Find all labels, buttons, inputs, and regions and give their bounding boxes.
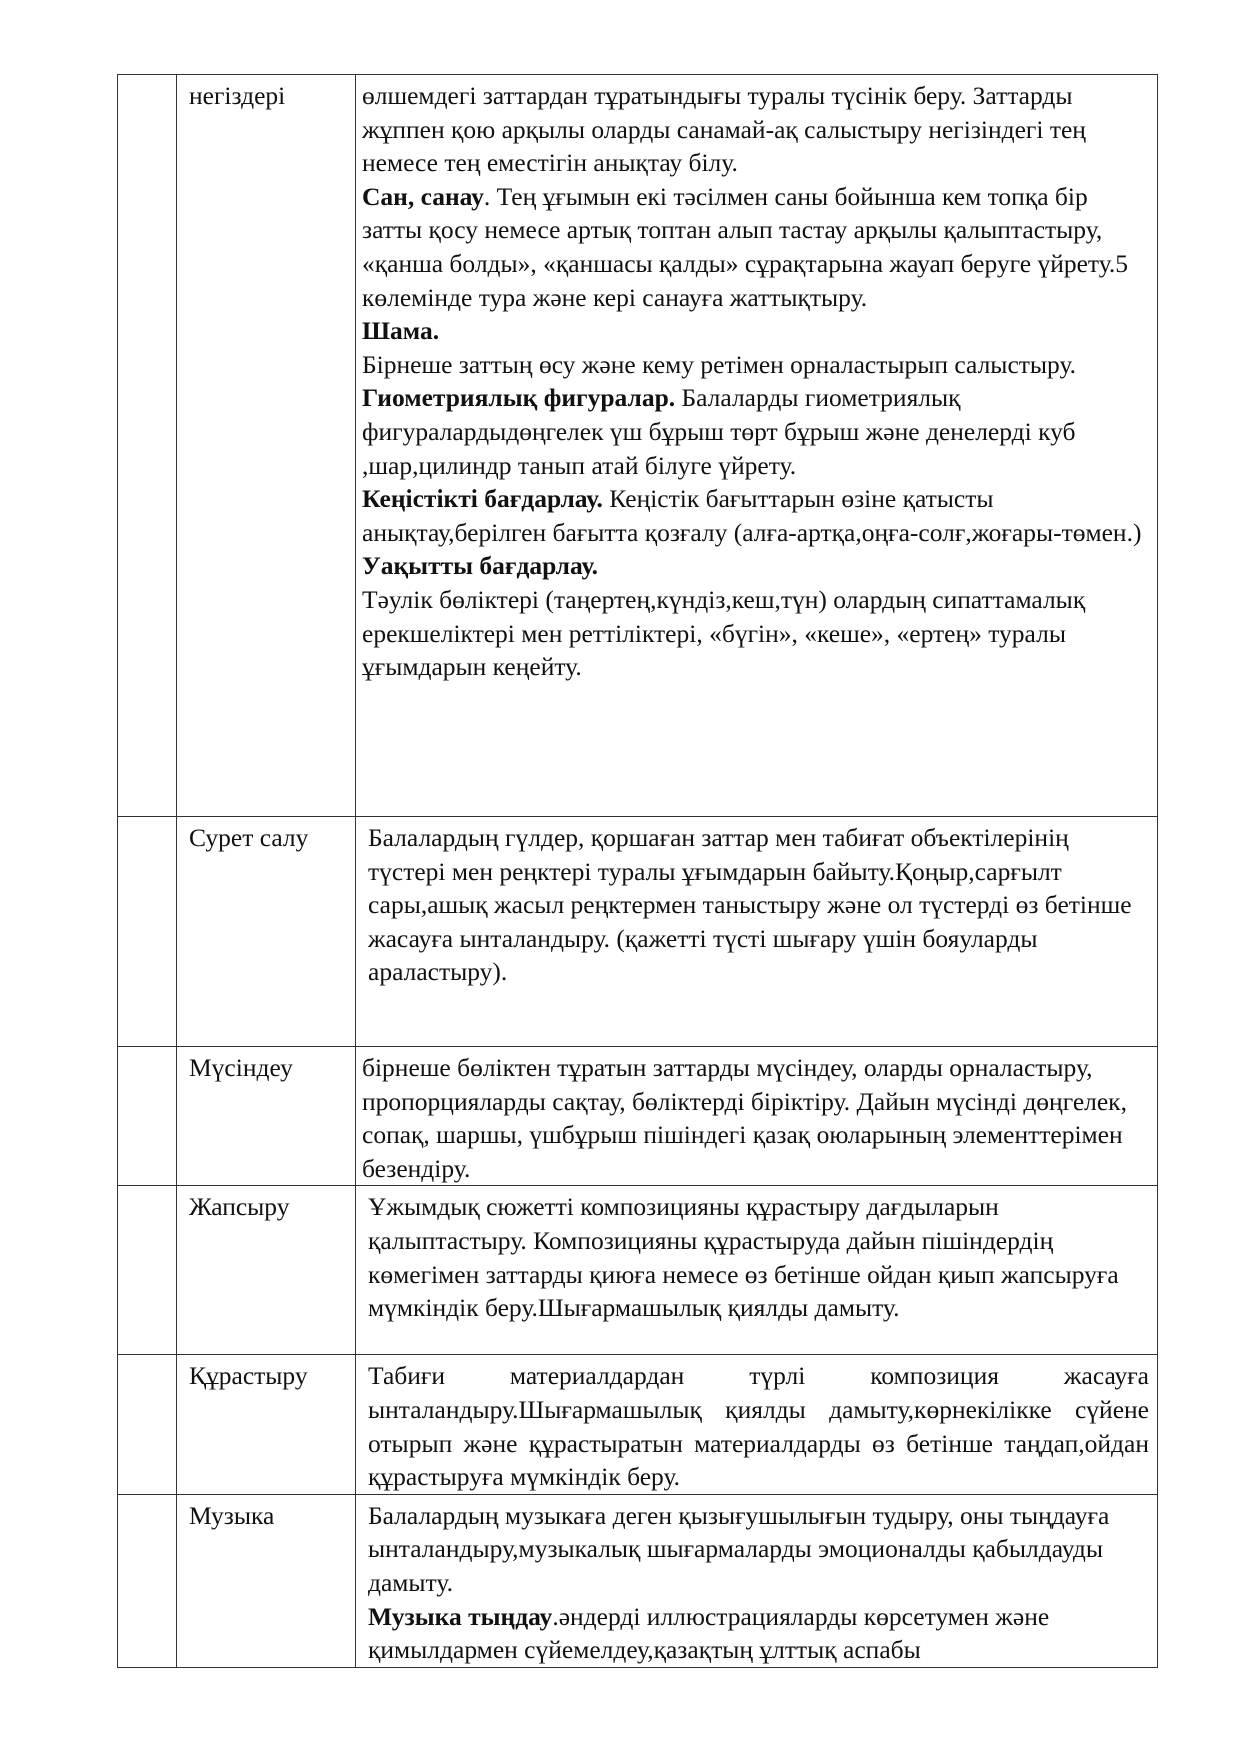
- paragraph: Сан, санау. Тең ұғымын екі тәсілмен саны бойынша кем топқа бір затты қосу немесе артық топтан алып тастау арқылы қалыптастыру, «қанша болды», «қаншасы қалды» сұрақтарына жауап беруге үйрету.5 көлемінде тура және кері санауға жаттықтыру.: [362, 181, 1129, 312]
- paragraph: Кеңістікті бағдарлау. Кеңістік бағыттарын өзіне қатысты анықтау,берілген бағытта қозғалу (алға-артқа,оңға-солғ,жоғары-төмен.): [362, 484, 1142, 547]
- paragraph: Табиғи материалдардан түрлі композиция жасауға ынталандыру.Шығармашылық қиялды дамыту,көрнекілікке сүйене отырып және құрастыратын материалдарды өз бетінше таңдап,ойдан құрастыруға мүмкіндік беру.: [368, 1361, 1149, 1492]
- paragraph-heading: Шама.: [362, 316, 440, 346]
- number-cell: [118, 75, 177, 817]
- number-cell: [118, 1355, 177, 1494]
- content-text: [356, 75, 1157, 684]
- subject-cell: [177, 1355, 356, 1494]
- table-row: [118, 1047, 1158, 1186]
- paragraph: Тәулік бөліктері (таңертең,күндіз,кеш,түн) олардың сипаттамалық ерекшеліктері мен реттіліктері, «бүгін», «кеше», «ертең» туралы ұғымдарын кеңейту.: [362, 584, 1086, 682]
- table-row: [118, 1186, 1158, 1355]
- curriculum-table: [117, 74, 1158, 1668]
- number-cell: [118, 1186, 177, 1355]
- table-row: [118, 1494, 1158, 1667]
- content-text: [356, 817, 1157, 989]
- paragraph-heading: Уақытты бағдарлау.: [362, 551, 599, 581]
- paragraph: бірнеше бөліктен тұратын заттарды мүсіндеу, оларды орналастыру, пропорцияларды сақтау, бөліктерді біріктіру. Дайын мүсінді дөңгелек, сопақ, шаршы, үшбұрыш пішіндегі қазақ оюларының элементтерімен безендіру.: [362, 1053, 1127, 1183]
- paragraph-heading: Гиометриялық фигуралар.: [362, 383, 676, 413]
- paragraph: Ұжымдық сюжетті композицияны құрастыру дағдыларын қалыптастыру. Композицияны құрастыруда дайын пішіндердің көмегімен заттарды қиюға немесе өз бетінше ойдан қиып жапсыруға мүмкіндік беру.Шығармашылық қиялды дамыту.: [368, 1192, 1119, 1323]
- table-row: [118, 1355, 1158, 1494]
- content-text: [356, 1047, 1157, 1185]
- subject-label: Музыка: [189, 1500, 275, 1530]
- subject-label: Сурет салу: [189, 823, 309, 852]
- subject-cell: [177, 75, 356, 817]
- subject-cell: [177, 1494, 356, 1667]
- subject-cell: [177, 817, 356, 1047]
- content-text: [356, 1495, 1157, 1667]
- subject-label: Құрастыру: [189, 1361, 308, 1391]
- content-text: [356, 1355, 1157, 1493]
- subject-label: Жапсыру: [189, 1192, 290, 1222]
- number-cell: [118, 817, 177, 1047]
- paragraph: Балалардың музыкаға деген қызығушылығын тудыру, оны тыңдауға ынталандыру,музыкалық шығармаларды эмоционалды қабылдауды дамыту.: [368, 1500, 1110, 1597]
- content-cell: [356, 1355, 1158, 1494]
- number-cell: [118, 1494, 177, 1667]
- paragraph-heading: Музыка тыңдау: [368, 1601, 553, 1631]
- content-cell: [356, 75, 1158, 817]
- paragraph-heading: Сан, санау: [362, 181, 484, 211]
- subject-label: Мүсіндеу: [189, 1053, 293, 1082]
- paragraph: Балалардың гүлдер, қоршаған заттар мен табиғат объектілерінің түстері мен реңктері туралы ұғымдарын байыту.Қоңыр,сарғылт сары,ашық жасыл реңктермен таныстыру және ол түстерді өз бетінше жасауға ынталандыру. (қажетті түсті шығару үшін бояуларды араластыру).: [368, 823, 1132, 987]
- content-text: [356, 1186, 1157, 1324]
- content-cell: [356, 1186, 1158, 1355]
- subject-label: негіздері: [189, 81, 286, 110]
- paragraph: [362, 314, 1149, 348]
- paragraph: өлшемдегі заттардан тұратындығы туралы түсінік беру. Заттарды жұппен қою арқылы оларды санамай-ақ салыстыру негізіндегі тең немесе тең еместігін анықтау білу.: [362, 81, 1086, 178]
- paragraph: Музыка тыңдау.әндерді иллюстрацияларды көрсетумен және қимылдармен сүйемелдеу,қазақтың ұлттық аспабы: [368, 1601, 1050, 1665]
- number-cell: [118, 1047, 177, 1186]
- table-row: [118, 75, 1158, 817]
- paragraph: Гиометриялық фигуралар. Балаларды гиометриялық фигуралардыдөңгелек үш бұрыш төрт бұрыш және денелерді куб ,шар,цилиндр танып атай білуге үйрету.: [362, 383, 1076, 480]
- content-cell: [356, 1047, 1158, 1186]
- paragraph: [362, 549, 1149, 583]
- content-cell: [356, 1494, 1158, 1667]
- content-cell: [356, 817, 1158, 1047]
- subject-cell: [177, 1047, 356, 1186]
- paragraph-heading: Кеңістікті бағдарлау.: [362, 484, 603, 514]
- subject-cell: [177, 1186, 356, 1355]
- paragraph: Бірнеше заттың өсу және кему ретімен орналастырып салыстыру.: [362, 349, 1077, 379]
- table-row: [118, 817, 1158, 1047]
